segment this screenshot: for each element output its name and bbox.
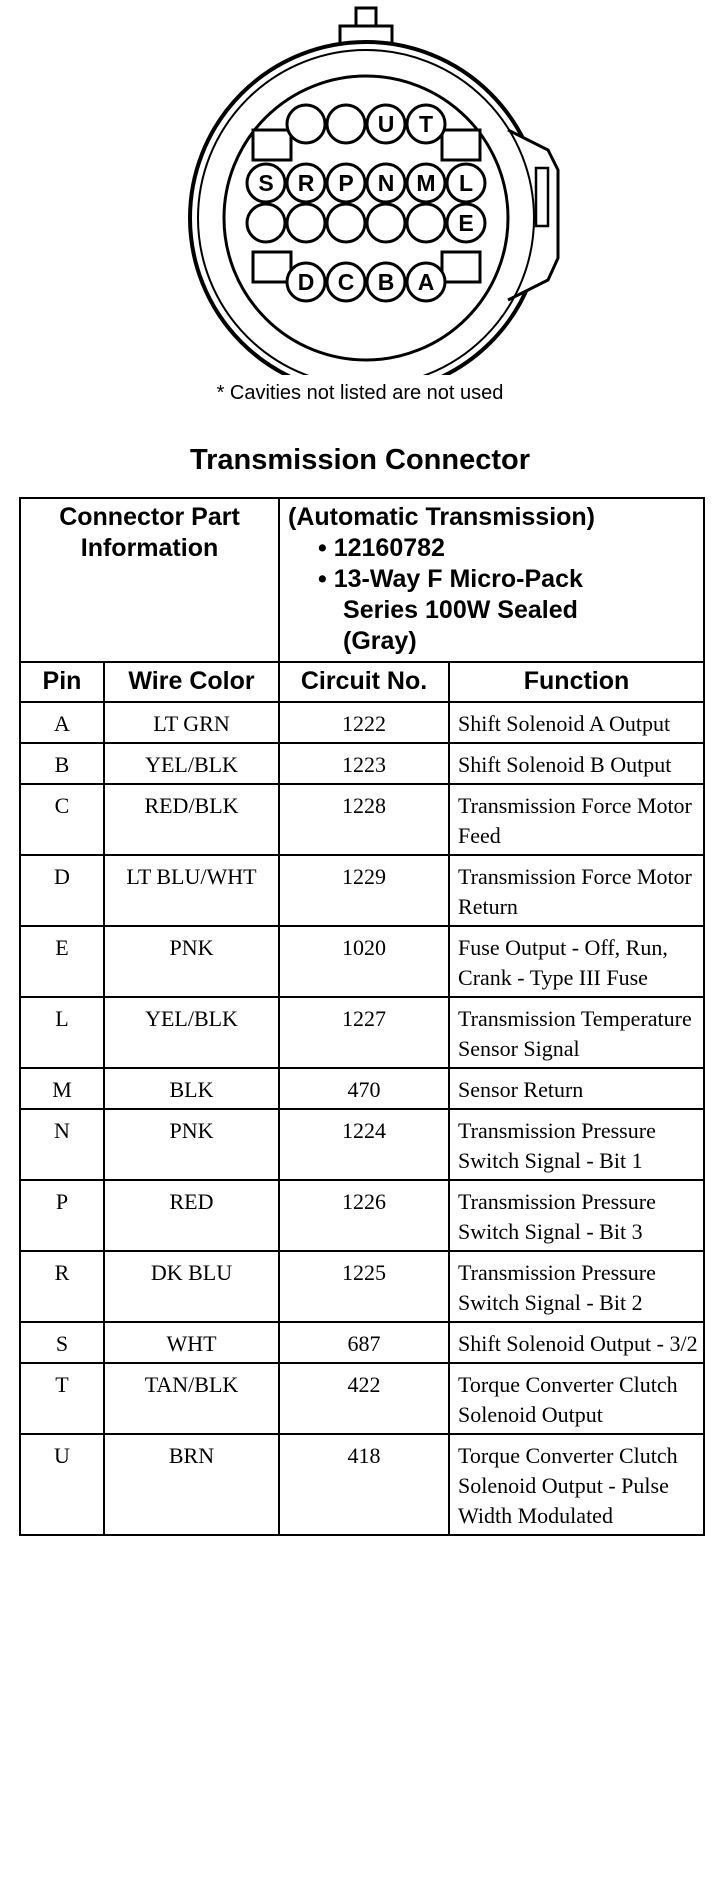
function-cell: Fuse Output - Off, Run, Crank - Type III Fuse	[449, 926, 704, 997]
table-row	[20, 1434, 704, 1535]
wire-color-cell: BRN	[104, 1434, 279, 1535]
info-line-connector-type: • 13-Way F Micro-Pack	[318, 565, 583, 593]
circuit-no-cell: 1225	[279, 1251, 449, 1322]
pin-cell: C	[20, 784, 104, 855]
cavity-label-C: C	[337, 269, 355, 295]
circuit-no-cell: 1227	[279, 997, 449, 1068]
wire-color-cell: PNK	[104, 1109, 279, 1180]
pin-cell: E	[20, 926, 104, 997]
circuit-no-cell: 418	[279, 1434, 449, 1535]
function-cell: Transmission Force Motor Feed	[449, 784, 704, 855]
wire-color-cell: TAN/BLK	[104, 1363, 279, 1434]
circuit-no-cell: 1224	[279, 1109, 449, 1180]
info-line-application: (Automatic Transmission)	[288, 503, 596, 531]
table-row	[20, 1068, 704, 1109]
wire-color-cell: YEL/BLK	[104, 743, 279, 784]
header-pin: Pin	[20, 662, 104, 702]
function-cell: Transmission Force Motor Return	[449, 855, 704, 926]
connector-part-info-details	[279, 498, 704, 662]
table-row	[20, 997, 704, 1068]
connector-pin-table	[19, 497, 705, 1536]
cavity-label-N: N	[377, 170, 395, 196]
cavity-label-S: S	[258, 170, 274, 196]
function-cell: Shift Solenoid Output - 3/2	[449, 1322, 704, 1363]
connector-part-info-label: Connector Part Information	[20, 498, 279, 662]
wire-color-cell: LT BLU/WHT	[104, 855, 279, 926]
cavity-label-A: A	[417, 269, 435, 295]
circuit-no-cell: 687	[279, 1322, 449, 1363]
wire-color-cell: LT GRN	[104, 702, 279, 743]
function-cell: Transmission Pressure Switch Signal - Bit 1	[449, 1109, 704, 1180]
table-row	[20, 1322, 704, 1363]
function-cell: Transmission Temperature Sensor Signal	[449, 997, 704, 1068]
pin-cell: P	[20, 1180, 104, 1251]
wire-color-cell: BLK	[104, 1068, 279, 1109]
pin-cell: S	[20, 1322, 104, 1363]
cavity-label-M: M	[416, 170, 436, 196]
wire-color-cell: RED	[104, 1180, 279, 1251]
table-row	[20, 855, 704, 926]
table-row	[20, 702, 704, 743]
connector-info-row	[20, 498, 704, 662]
circuit-no-cell: 1222	[279, 702, 449, 743]
cavity-label-D: D	[297, 269, 315, 295]
wire-color-cell: PNK	[104, 926, 279, 997]
table-row	[20, 1363, 704, 1434]
pin-cell: D	[20, 855, 104, 926]
wire-color-cell: DK BLU	[104, 1251, 279, 1322]
function-cell: Transmission Pressure Switch Signal - Bit 2	[449, 1251, 704, 1322]
wire-color-cell: WHT	[104, 1322, 279, 1363]
page-title: Transmission Connector	[189, 444, 530, 476]
pin-cell: N	[20, 1109, 104, 1180]
pin-cell: A	[20, 702, 104, 743]
pin-cell: B	[20, 743, 104, 784]
table-row	[20, 1109, 704, 1180]
circuit-no-cell: 1020	[279, 926, 449, 997]
function-cell: Shift Solenoid B Output	[449, 743, 704, 784]
cavity-label-L: L	[458, 170, 474, 196]
header-circuit-no: Circuit No.	[279, 662, 449, 702]
function-cell: Sensor Return	[449, 1068, 704, 1109]
info-line-color: (Gray)	[343, 627, 417, 655]
header-wire-color: Wire Color	[104, 662, 279, 702]
table-row	[20, 1180, 704, 1251]
pin-cell: U	[20, 1434, 104, 1535]
pin-cell: T	[20, 1363, 104, 1434]
circuit-no-cell: 1229	[279, 855, 449, 926]
table-row	[20, 743, 704, 784]
cavity-label-B: B	[377, 269, 395, 295]
circuit-no-cell: 1226	[279, 1180, 449, 1251]
cavity-label-U: U	[377, 111, 395, 137]
table-row	[20, 784, 704, 855]
cavity-label-T: T	[418, 111, 434, 137]
circuit-no-cell: 1228	[279, 784, 449, 855]
circuit-no-cell: 422	[279, 1363, 449, 1434]
connector-face-diagram	[0, 0, 720, 375]
table-row	[20, 926, 704, 997]
cavity-label-P: P	[338, 170, 354, 196]
circuit-no-cell: 470	[279, 1068, 449, 1109]
circuit-no-cell: 1223	[279, 743, 449, 784]
function-cell: Torque Converter Clutch Solenoid Output - Pulse Width Modulated	[449, 1434, 704, 1535]
function-cell: Torque Converter Clutch Solenoid Output	[449, 1363, 704, 1434]
info-line-part-number: • 12160782	[318, 534, 445, 562]
pin-cell: R	[20, 1251, 104, 1322]
cavities-note: * Cavities not listed are not used	[216, 382, 504, 404]
function-cell: Shift Solenoid A Output	[449, 702, 704, 743]
info-line-series: Series 100W Sealed	[343, 596, 578, 624]
wire-color-cell: RED/BLK	[104, 784, 279, 855]
pin-cell: M	[20, 1068, 104, 1109]
header-function: Function	[449, 662, 704, 702]
column-header-row	[20, 662, 704, 702]
table-row	[20, 1251, 704, 1322]
function-cell: Transmission Pressure Switch Signal - Bit 3	[449, 1180, 704, 1251]
wire-color-cell: YEL/BLK	[104, 997, 279, 1068]
cavity-label-E: E	[458, 210, 474, 236]
cavity-label-R: R	[297, 170, 315, 196]
pin-cell: L	[20, 997, 104, 1068]
